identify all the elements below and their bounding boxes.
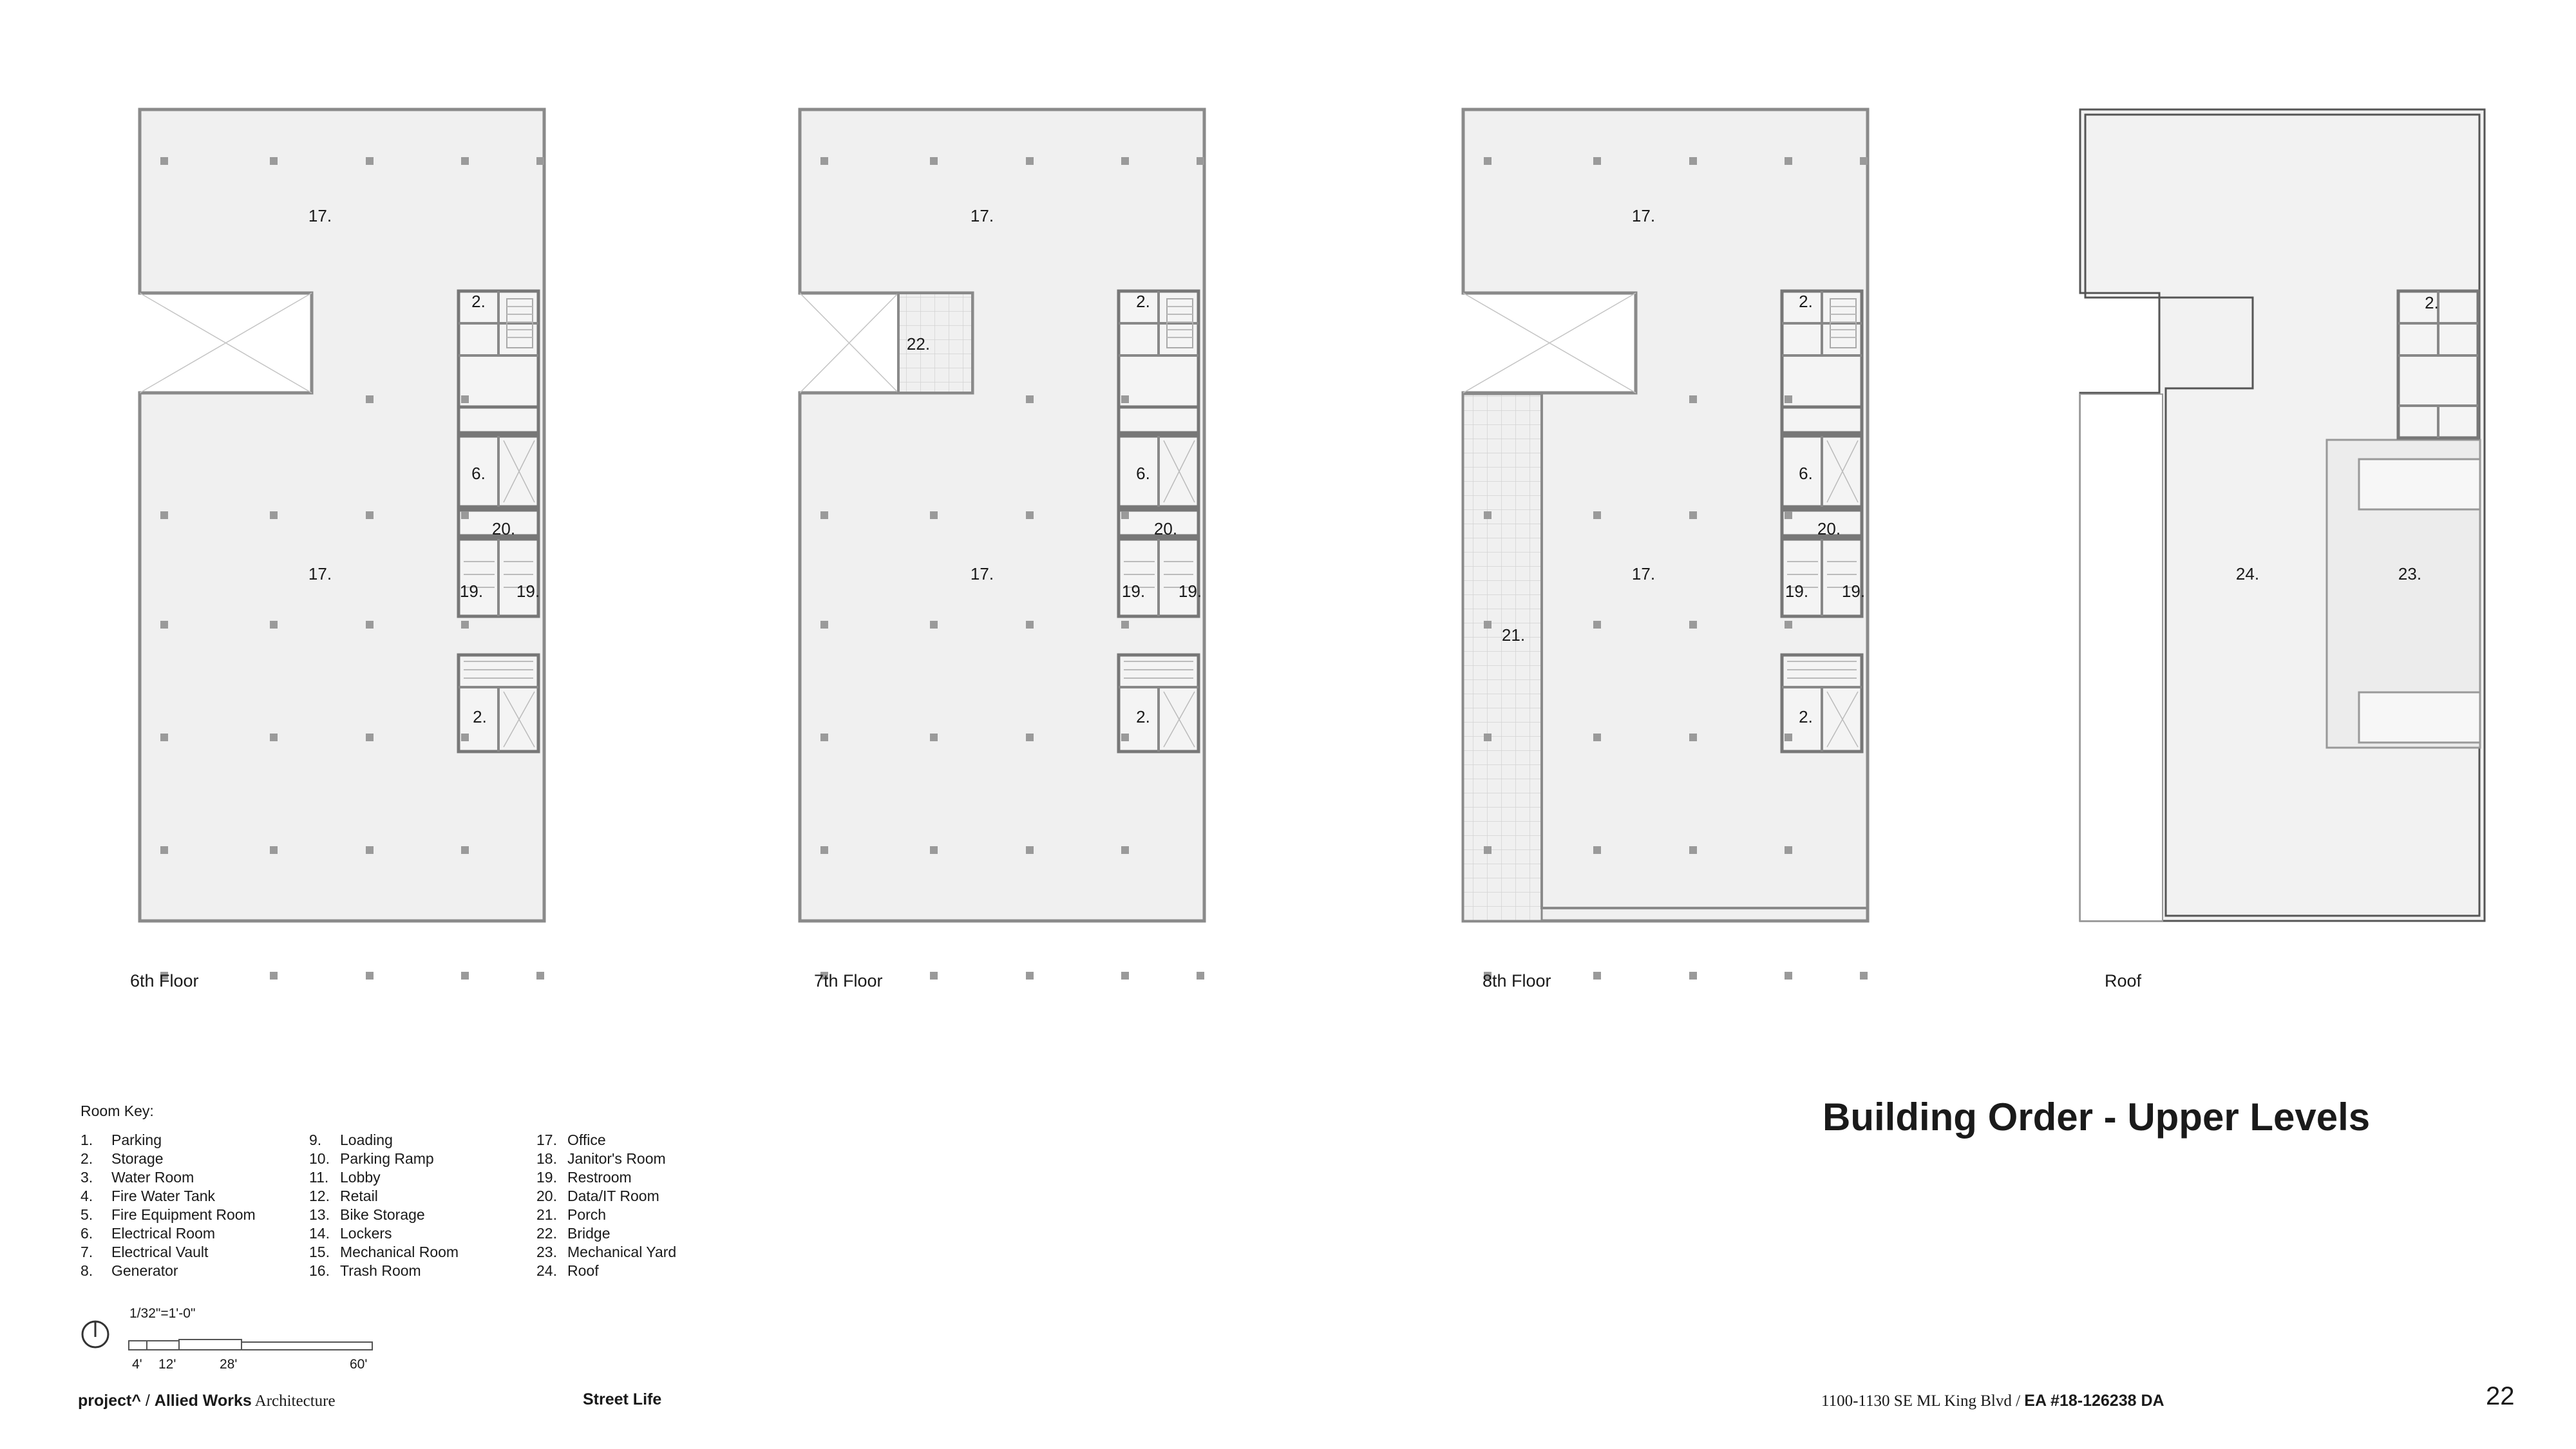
room-key-name: Retail [340, 1188, 378, 1204]
room-key-name: Porch [567, 1206, 607, 1223]
room-key-col-3 [536, 1131, 676, 1280]
column-marker [1484, 621, 1492, 629]
column-marker [1785, 734, 1792, 741]
footer-firm [78, 1392, 336, 1410]
column-marker [930, 846, 938, 854]
room-key-col-2 [309, 1131, 459, 1280]
column-marker [366, 972, 374, 980]
column-marker [1026, 846, 1034, 854]
column-marker [1121, 157, 1129, 165]
column-marker [1121, 734, 1129, 741]
column-marker [366, 157, 374, 165]
room-key-item [309, 1131, 459, 1150]
room-key-name: Lobby [340, 1169, 381, 1186]
plan-8th-floor [1463, 109, 1868, 921]
room-key-item [80, 1243, 256, 1262]
room-data-it-6: 20. [491, 518, 516, 538]
column-marker [1121, 395, 1129, 403]
room-office-top-7: 17. [970, 205, 994, 225]
column-marker [930, 734, 938, 741]
column-marker [1121, 972, 1129, 980]
room-key-name: Trash Room [340, 1262, 421, 1279]
column-marker [1197, 157, 1204, 165]
column-marker [461, 157, 469, 165]
column-marker [1689, 157, 1697, 165]
column-marker [461, 972, 469, 980]
column-marker [820, 846, 828, 854]
room-roof: 24. [2235, 564, 2260, 583]
column-marker [1026, 621, 1034, 629]
room-key-name: Electrical Vault [111, 1244, 209, 1260]
room-key-number: 2. [80, 1150, 93, 1167]
column-marker [930, 157, 938, 165]
column-marker [1197, 972, 1204, 980]
room-key-title: Room Key: [80, 1103, 154, 1119]
column-marker [366, 511, 374, 519]
scale-bar [82, 1321, 372, 1350]
room-key-name: Generator [111, 1262, 178, 1279]
room-key-item [309, 1262, 459, 1280]
room-key-name: Bridge [567, 1225, 611, 1242]
column-marker [1689, 972, 1697, 980]
room-storage-a-8: 2. [1799, 291, 1813, 311]
room-electrical-6: 6. [471, 463, 486, 483]
room-key-number: 23. [536, 1244, 557, 1260]
column-marker [930, 972, 938, 980]
column-marker [160, 511, 168, 519]
room-key-name: Restroom [567, 1169, 632, 1186]
room-key-number: 4. [80, 1188, 93, 1204]
scale-tick-4: 4' [132, 1357, 142, 1372]
room-office-main-6: 17. [308, 564, 332, 583]
room-storage-b-6: 2. [473, 706, 487, 726]
room-key-number: 3. [80, 1169, 93, 1186]
column-marker [1026, 972, 1034, 980]
column-marker [160, 157, 168, 165]
room-porch-8: 21. [1501, 625, 1526, 645]
room-key-name: Electrical Room [111, 1225, 216, 1242]
column-marker [820, 157, 828, 165]
column-marker [1484, 846, 1492, 854]
scale-label: 1/32"=1'-0" [129, 1306, 196, 1321]
room-key-name: Fire Water Tank [111, 1188, 216, 1204]
room-key-number: 11. [309, 1169, 329, 1186]
column-marker [270, 511, 278, 519]
room-restroom-a-6: 19. [459, 581, 484, 601]
floor-label-roof: Roof [2105, 971, 2142, 990]
column-marker [461, 734, 469, 741]
room-office-top-8: 17. [1631, 205, 1656, 225]
plan-7th-floor [800, 109, 1204, 921]
room-key-number: 21. [536, 1206, 557, 1223]
room-key-number: 10. [309, 1150, 330, 1167]
column-marker [1484, 734, 1492, 741]
room-key-number: 7. [80, 1244, 93, 1260]
footer-separator: / [140, 1392, 155, 1410]
room-key-item [536, 1131, 676, 1150]
column-marker [270, 846, 278, 854]
room-key-name: Parking Ramp [340, 1150, 434, 1167]
room-key-item [80, 1206, 256, 1224]
room-restroom-a-8: 19. [1785, 581, 1809, 601]
room-key-name: Bike Storage [340, 1206, 425, 1223]
column-marker [461, 846, 469, 854]
room-key-name: Office [567, 1132, 606, 1148]
room-key-item [536, 1206, 676, 1224]
column-marker [820, 511, 828, 519]
footer-address [1821, 1392, 2164, 1410]
column-marker [930, 621, 938, 629]
column-marker [461, 511, 469, 519]
room-key-name: Mechanical Yard [567, 1244, 677, 1260]
column-marker [1689, 846, 1697, 854]
room-key-item [80, 1131, 256, 1150]
column-marker [1121, 846, 1129, 854]
room-key-name: Roof [567, 1262, 599, 1279]
room-restroom-b-6: 19. [516, 581, 540, 601]
footer-firm-suffix: Architecture [251, 1392, 336, 1410]
room-key-number: 12. [309, 1188, 330, 1204]
room-restroom-b-7: 19. [1178, 581, 1202, 601]
room-key-col-1 [80, 1131, 256, 1280]
room-key-name: Data/IT Room [567, 1188, 659, 1204]
room-key-number: 6. [80, 1225, 93, 1242]
room-key-number: 14. [309, 1225, 330, 1242]
column-marker [366, 734, 374, 741]
column-marker [366, 395, 374, 403]
room-key-number: 13. [309, 1206, 330, 1223]
column-marker [820, 621, 828, 629]
floor-label-8th: 8th Floor [1482, 971, 1551, 990]
column-marker [1026, 395, 1034, 403]
column-marker [1121, 511, 1129, 519]
column-marker [160, 846, 168, 854]
room-data-it-7: 20. [1153, 518, 1178, 538]
room-key-item [536, 1243, 676, 1262]
column-marker [1785, 157, 1792, 165]
room-data-it-8: 20. [1817, 518, 1841, 538]
room-key-number: 17. [536, 1132, 557, 1148]
room-key-item [309, 1243, 459, 1262]
room-key-name: Water Room [111, 1169, 194, 1186]
column-marker [1593, 846, 1601, 854]
column-marker [1026, 734, 1034, 741]
room-key-number: 15. [309, 1244, 330, 1260]
column-marker [1860, 157, 1868, 165]
room-key-name: Lockers [340, 1225, 392, 1242]
room-key-item [309, 1187, 459, 1206]
floor-label-6th: 6th Floor [130, 971, 199, 990]
room-key-item [309, 1224, 459, 1243]
room-key-item [309, 1206, 459, 1224]
column-marker [1484, 511, 1492, 519]
room-key-number: 20. [536, 1188, 557, 1204]
room-key-number: 18. [536, 1150, 557, 1167]
room-office-top-6: 17. [308, 205, 332, 225]
room-key-number: 1. [80, 1132, 93, 1148]
column-marker [1689, 621, 1697, 629]
footer-case-number: EA #18-126238 DA [2024, 1392, 2164, 1410]
column-marker [1593, 157, 1601, 165]
plan-6th-floor [140, 109, 544, 921]
room-key-item [309, 1150, 459, 1168]
column-marker [270, 157, 278, 165]
column-marker [366, 621, 374, 629]
room-office-main-7: 17. [970, 564, 994, 583]
column-marker [1121, 621, 1129, 629]
room-key-number: 16. [309, 1262, 330, 1279]
column-marker [1593, 972, 1601, 980]
scale-tick-28: 28' [220, 1357, 238, 1372]
column-marker [536, 157, 544, 165]
footer-section: Street Life [583, 1390, 662, 1408]
room-key-name: Mechanical Room [340, 1244, 459, 1260]
room-key-item [80, 1262, 256, 1280]
room-storage-b-8: 2. [1799, 706, 1813, 726]
room-key-item [80, 1224, 256, 1243]
column-marker [1689, 511, 1697, 519]
room-storage-a-roof: 2. [2425, 292, 2439, 312]
room-key-name: Parking [111, 1132, 162, 1148]
room-electrical-7: 6. [1136, 463, 1150, 483]
room-key-item [80, 1150, 256, 1168]
page-title: Building Order - Upper Levels [1823, 1095, 2371, 1139]
column-marker [1860, 972, 1868, 980]
room-key-number: 8. [80, 1262, 93, 1279]
scale-tick-60: 60' [350, 1357, 368, 1372]
room-key-name: Janitor's Room [567, 1150, 666, 1167]
room-key-name: Storage [111, 1150, 164, 1167]
column-marker [1484, 157, 1492, 165]
room-storage-b-7: 2. [1136, 706, 1150, 726]
room-key-item [80, 1168, 256, 1187]
column-marker [270, 621, 278, 629]
column-marker [1785, 972, 1792, 980]
room-key-item [309, 1168, 459, 1187]
column-marker [1593, 734, 1601, 741]
room-key-name: Loading [340, 1132, 393, 1148]
room-restroom-b-8: 19. [1841, 581, 1866, 601]
column-marker [1026, 157, 1034, 165]
column-marker [1785, 395, 1792, 403]
room-storage-a-6: 2. [471, 291, 486, 311]
column-marker [1785, 511, 1792, 519]
column-marker [1785, 621, 1792, 629]
column-marker [930, 511, 938, 519]
room-key-number: 5. [80, 1206, 93, 1223]
column-marker [160, 621, 168, 629]
room-key-item [80, 1187, 256, 1206]
room-key-number: 19. [536, 1169, 557, 1186]
room-electrical-8: 6. [1799, 463, 1813, 483]
page-number: 22 [2486, 1382, 2515, 1410]
column-marker [1689, 395, 1697, 403]
room-key-item [536, 1187, 676, 1206]
footer-address-text: 1100-1130 SE ML King Blvd [1821, 1392, 2012, 1410]
column-marker [536, 972, 544, 980]
column-marker [1026, 511, 1034, 519]
room-key-item [536, 1224, 676, 1243]
column-marker [1785, 846, 1792, 854]
column-marker [461, 395, 469, 403]
floor-label-7th: 7th Floor [814, 971, 883, 990]
column-marker [1689, 734, 1697, 741]
room-key-number: 9. [309, 1132, 322, 1148]
column-marker [270, 734, 278, 741]
room-key-number: 24. [536, 1262, 557, 1279]
column-marker [366, 846, 374, 854]
room-key-number: 22. [536, 1225, 557, 1242]
footer-address-separator: / [2011, 1392, 2025, 1410]
room-bridge-7: 22. [906, 334, 931, 354]
column-marker [1593, 511, 1601, 519]
room-office-main-8: 17. [1631, 564, 1656, 583]
room-key-item [536, 1168, 676, 1187]
room-mech-yard: 23. [2398, 564, 2422, 583]
column-marker [461, 621, 469, 629]
column-marker [270, 972, 278, 980]
room-key-item [536, 1262, 676, 1280]
column-marker [1593, 621, 1601, 629]
column-marker [820, 734, 828, 741]
room-key-item [536, 1150, 676, 1168]
footer-firm-name: Allied Works [154, 1392, 252, 1410]
room-key-name: Fire Equipment Room [111, 1206, 256, 1223]
footer-project: project^ [78, 1392, 141, 1410]
plan-roof [2080, 109, 2485, 921]
room-storage-a-7: 2. [1136, 291, 1150, 311]
column-marker [160, 734, 168, 741]
room-restroom-a-7: 19. [1121, 581, 1146, 601]
scale-tick-12: 12' [158, 1357, 176, 1372]
